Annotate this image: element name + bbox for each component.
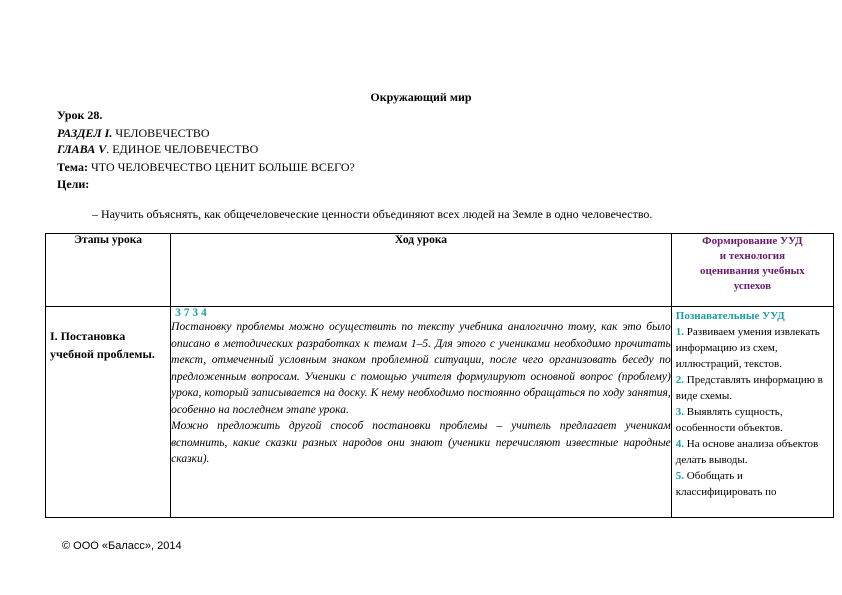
header-uud-line2: и технология (719, 250, 786, 262)
section-text: ЧЕЛОВЕЧЕСТВО (112, 126, 210, 140)
course-paragraph-1: Постановку проблемы можно осуществить по тексту учебника аналогично тому, как это было описано в методических разработках к темам 1–5. Для этого с учениками необходимо прочитать текст, отмеченный условным знаком проблемной ситуации, после чего организовать беседу по предложенным вопросам. Ученики с помощью учителя формулируют основной вопрос (проблему) урока, который записывается на доску. К нему необходимо постоянно обращаться по ходу занятия, особенно на последнем этапе урока. (171, 321, 671, 416)
chapter-line (57, 142, 258, 156)
uud-item: 3. Выявлять сущность, особенности объектов. (675, 406, 783, 434)
header-course: Ход урока (171, 234, 672, 307)
uud-item: 5. Обобщать и классифицировать по (675, 470, 777, 498)
lesson-number: Урок 28. (57, 108, 103, 122)
table-header-row (46, 234, 834, 307)
header-stages: Этапы урока (46, 234, 171, 307)
topic-line (57, 160, 355, 174)
topic-text: ЧТО ЧЕЛОВЕЧЕСТВО ЦЕНИТ БОЛЬШЕ ВСЕГО? (87, 160, 355, 174)
goals-label: Цели: (57, 177, 90, 191)
header-uud-line4: успехов (733, 280, 772, 292)
chapter-label: ГЛАВА V (57, 142, 107, 156)
course-paragraph-2: Можно предложить другой способ постановки проблемы – учитель предлагает ученикам вспомнить, какие сказки разных народов они знают (ученики перечисляют известные народные сказки). (171, 420, 671, 465)
stage-text: I. Постановка учебной проблемы. (50, 329, 155, 361)
topic-label: Тема: (57, 160, 88, 174)
subject-title: Окружающий мир (370, 90, 472, 104)
uud-cell (671, 307, 833, 518)
uud-content (672, 307, 833, 500)
header-uud (671, 234, 833, 307)
header-uud-line1: Формирование УУД (702, 235, 803, 247)
course-cell (171, 307, 672, 518)
section-line (57, 126, 210, 140)
header-uud-line3: оценивания учебных (700, 265, 805, 277)
chapter-text: . ЕДИНОЕ ЧЕЛОВЕЧЕСТВО (106, 142, 259, 156)
section-label: РАЗДЕЛ I. (57, 126, 113, 140)
lesson-table (45, 233, 834, 518)
table-row (46, 307, 834, 518)
stage-cell (46, 307, 171, 518)
goal-text: – Научить объяснять, как общечеловеческие ценности объединяют всех людей на Земле в одно человечество. (92, 207, 653, 221)
uud-heading: Познавательные УУД (675, 310, 785, 322)
page-numbers: 3 7 3 4 (175, 307, 207, 319)
uud-item: 1. Развиваем умения извлекать информацию из схем, иллюстраций, текстов. (675, 326, 820, 370)
copyright-footer: © ООО «Баласс», 2014 (62, 540, 182, 552)
uud-item: 4. На основе анализа объектов делать выводы. (675, 438, 819, 466)
uud-item: 2. Представлять информацию в виде схемы. (675, 374, 823, 402)
